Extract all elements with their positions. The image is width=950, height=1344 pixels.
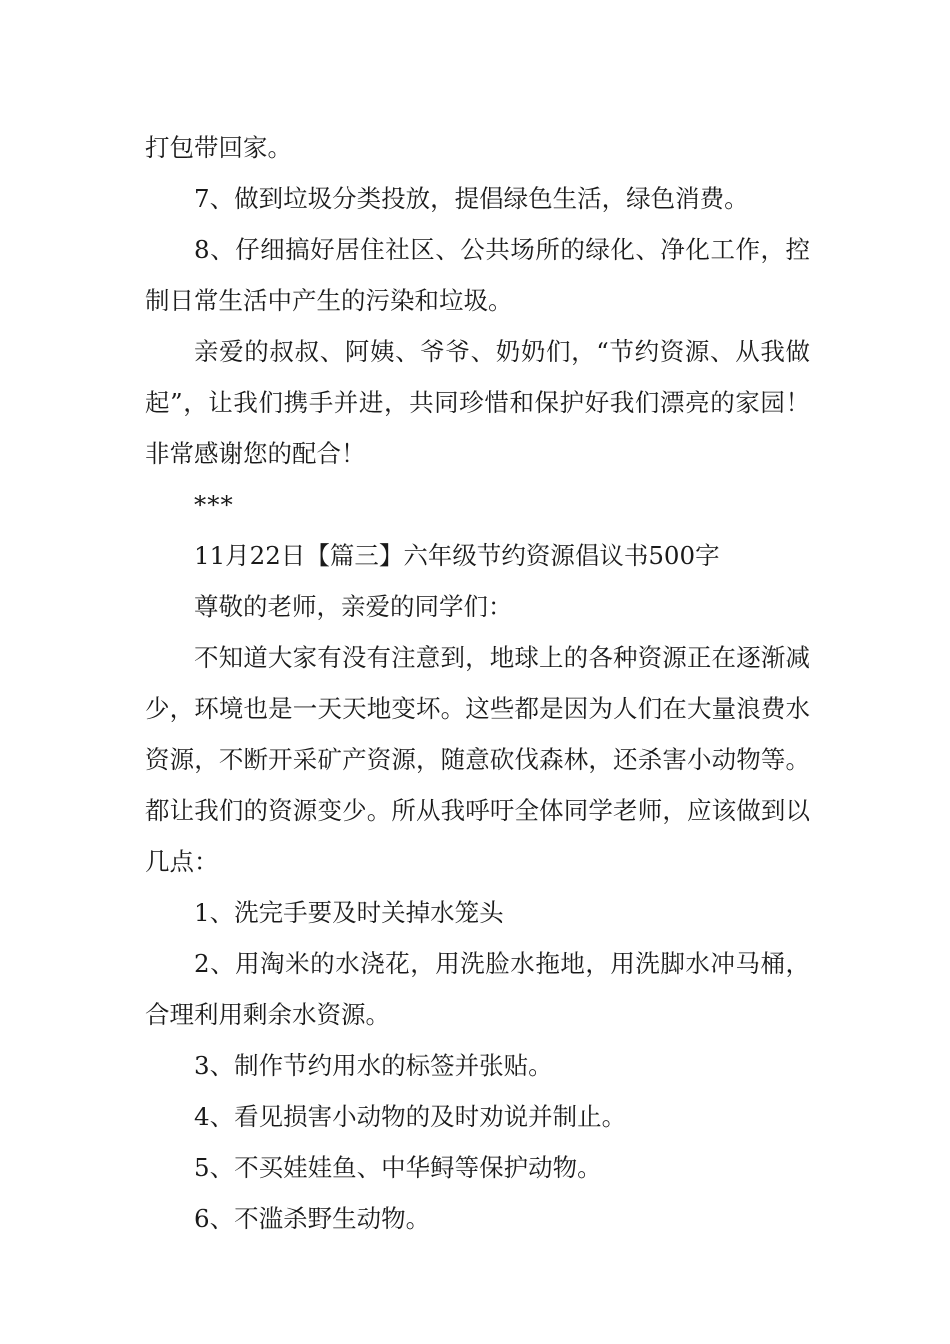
list-item-6: 6、不滥杀野生动物。	[194, 1204, 431, 1233]
list-item-8: 8、仔细搞好居住社区、公共场所的绿化、净化工作，控制日常生活中产生的污染和垃圾。	[145, 235, 810, 315]
section-heading: 11月22日【篇三】六年级节约资源倡议书500字	[194, 541, 720, 570]
list-item-3: 3、制作节约用水的标签并张贴。	[194, 1051, 553, 1080]
intro-paragraph: 不知道大家有没有注意到，地球上的各种资源正在逐渐减少，环境也是一天天地变坏。这些都是因为人们在大量浪费水资源，不断开采矿产资源，随意砍伐森林，还杀害小动物等。都让我们的资源变少。所从我呼吁全体同学老师，应该做到以几点：	[145, 643, 810, 876]
closing-appeal-paragraph: 亲爱的叔叔、阿姨、爷爷、奶奶们，“节约资源、从我做起”，让我们携手并进，共同珍惜和保护好我们漂亮的家园！非常感谢您的配合！	[145, 337, 810, 468]
list-item-1: 1、洗完手要及时关掉水笼头	[194, 898, 504, 927]
paragraph-continuation: 打包带回家。	[145, 133, 292, 162]
document-body	[145, 122, 810, 1244]
list-item-2: 2、用淘米的水浇花，用洗脸水拖地，用洗脚水冲马桶，合理利用剩余水资源。	[145, 949, 810, 1029]
list-item-4: 4、看见损害小动物的及时劝说并制止。	[194, 1102, 627, 1131]
section-separator: ***	[194, 490, 234, 519]
list-item-5: 5、不买娃娃鱼、中华鲟等保护动物。	[194, 1153, 602, 1182]
list-item-7: 7、做到垃圾分类投放，提倡绿色生活，绿色消费。	[194, 184, 749, 213]
salutation: 尊敬的老师，亲爱的同学们：	[194, 592, 513, 621]
